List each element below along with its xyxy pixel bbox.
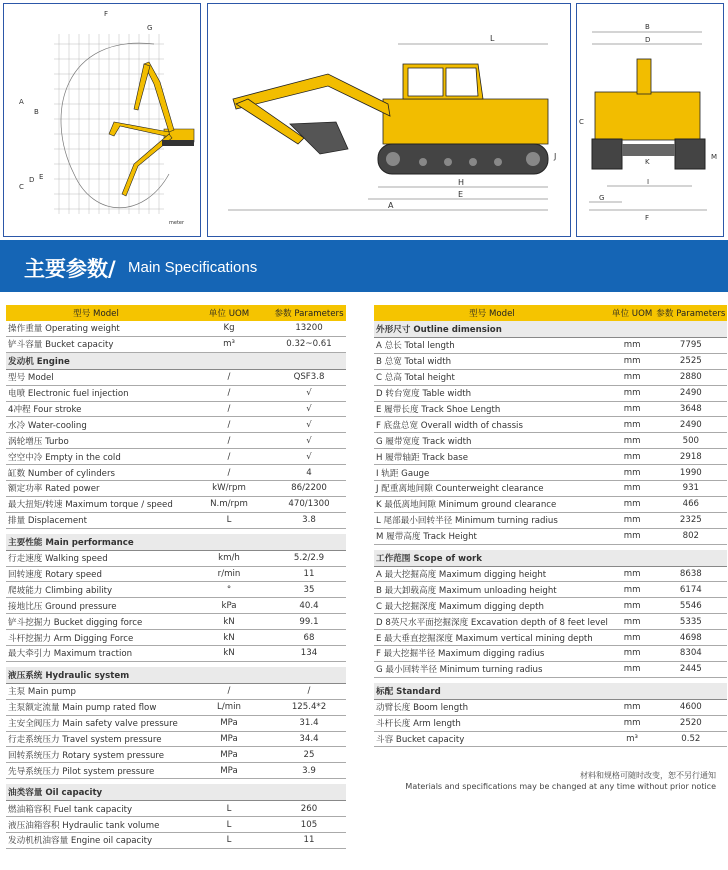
- spec-row: [6, 817, 346, 833]
- spec-label: 发动机机油容量 Engine oil capacity: [6, 833, 186, 849]
- spec-row: [6, 336, 346, 352]
- spec-row: [374, 598, 727, 614]
- spec-row: [374, 630, 727, 646]
- spec-value: 99.1: [272, 614, 346, 630]
- header-params: 参数 Parameters: [272, 305, 346, 321]
- spec-row: [6, 801, 346, 817]
- section-title: 发动机 Engine: [6, 352, 346, 369]
- spec-value: 3.9: [272, 763, 346, 779]
- side-e-label: E: [458, 190, 464, 199]
- spec-row: [374, 496, 727, 512]
- spec-label: 爬坡能力 Climbing ability: [6, 582, 186, 598]
- spec-unit: m³: [610, 731, 654, 747]
- spec-row: [374, 417, 727, 433]
- spec-row: [6, 646, 346, 662]
- spec-label: 额定功率 Rated power: [6, 481, 186, 497]
- spec-value: 25: [272, 747, 346, 763]
- spec-unit: mm: [610, 512, 654, 528]
- spec-row: [6, 598, 346, 614]
- spec-value: 931: [654, 481, 727, 497]
- spec-label: 动臂长度 Boom length: [374, 699, 610, 715]
- spec-label: M 履带高度 Track Height: [374, 528, 610, 544]
- spec-row: [374, 385, 727, 401]
- left-table-header: [6, 305, 346, 321]
- header-params: 参数 Parameters: [654, 305, 727, 321]
- spec-row: [374, 731, 727, 747]
- spec-value: √: [272, 417, 346, 433]
- spec-unit: mm: [610, 433, 654, 449]
- spec-unit: km/h: [186, 550, 272, 566]
- spec-unit: L: [186, 512, 272, 528]
- spec-row: [374, 699, 727, 715]
- spec-value: 4698: [654, 630, 727, 646]
- spec-label: L 尾部最小回转半径 Minimum turning radius: [374, 512, 610, 528]
- front-g-label: G: [599, 194, 605, 202]
- spec-label: E 最大垂直挖掘深度 Maximum vertical mining depth: [374, 630, 610, 646]
- spec-value: 4: [272, 465, 346, 481]
- spec-unit: mm: [610, 353, 654, 369]
- spec-unit: /: [186, 385, 272, 401]
- spec-row: [6, 715, 346, 731]
- banner-title-zh: 主要参数/: [24, 257, 116, 281]
- spec-value: 8638: [654, 566, 727, 582]
- section-header-row: [6, 534, 346, 551]
- spec-value: 466: [654, 496, 727, 512]
- spec-unit: mm: [610, 465, 654, 481]
- spec-label: 涡轮增压 Turbo: [6, 433, 186, 449]
- spec-value: 470/1300: [272, 496, 346, 512]
- spec-value: 2520: [654, 715, 727, 731]
- spec-value: 125.4*2: [272, 699, 346, 715]
- spec-value: 2445: [654, 661, 727, 677]
- spec-label: F 底盘总宽 Overall width of chassis: [374, 417, 610, 433]
- spec-unit: mm: [610, 661, 654, 677]
- spec-label: 操作重量 Operating weight: [6, 321, 186, 336]
- spec-unit: m³: [186, 336, 272, 352]
- spec-unit: /: [186, 369, 272, 385]
- section-title: 外形尺寸 Outline dimension: [374, 321, 727, 338]
- spec-row: [6, 465, 346, 481]
- spec-unit: mm: [610, 614, 654, 630]
- spec-unit: mm: [610, 481, 654, 497]
- spec-row: [6, 449, 346, 465]
- spec-row: [6, 550, 346, 566]
- spec-row: [374, 465, 727, 481]
- front-c-label: C: [579, 118, 584, 126]
- spec-value: √: [272, 449, 346, 465]
- spec-unit: kN: [186, 614, 272, 630]
- spec-unit: kN: [186, 630, 272, 646]
- section-title: 油类容量 Oil capacity: [6, 784, 346, 801]
- spec-row: [6, 614, 346, 630]
- front-d-label: D: [645, 36, 651, 44]
- spec-label: C 总高 Total height: [374, 369, 610, 385]
- spec-value: 802: [654, 528, 727, 544]
- spec-unit: /: [186, 683, 272, 699]
- section-header-row: [6, 784, 346, 801]
- spec-unit: MPa: [186, 731, 272, 747]
- spec-label: I 轨距 Gauge: [374, 465, 610, 481]
- section-header-row: [374, 321, 727, 338]
- dim-a-label: A: [19, 98, 24, 106]
- spec-row: [374, 582, 727, 598]
- spec-label: 行走系统压力 Travel system pressure: [6, 731, 186, 747]
- spec-label: D 8英尺水平面挖掘深度 Excavation depth of 8 feet level: [374, 614, 610, 630]
- spec-value: 6174: [654, 582, 727, 598]
- spec-unit: L/min: [186, 699, 272, 715]
- section-title: 主要性能 Main performance: [6, 534, 346, 551]
- spec-label: B 总宽 Total width: [374, 353, 610, 369]
- spec-row: [374, 401, 727, 417]
- spec-label: F 最大挖掘半径 Maximum digging radius: [374, 646, 610, 662]
- spec-value: √: [272, 433, 346, 449]
- spec-label: K 最低离地间隙 Minimum ground clearance: [374, 496, 610, 512]
- spec-unit: mm: [610, 369, 654, 385]
- spec-value: 40.4: [272, 598, 346, 614]
- spec-label: 型号 Model: [6, 369, 186, 385]
- spec-label: G 履带宽度 Track width: [374, 433, 610, 449]
- spec-value: 2490: [654, 417, 727, 433]
- spec-unit: L: [186, 801, 272, 817]
- spec-row: [6, 582, 346, 598]
- spec-value: 2525: [654, 353, 727, 369]
- spec-row: [374, 433, 727, 449]
- spec-row: [6, 481, 346, 497]
- section-title: 液压系统 Hydraulic system: [6, 667, 346, 684]
- spec-unit: mm: [610, 496, 654, 512]
- spec-value: 3648: [654, 401, 727, 417]
- spec-value: 34.4: [272, 731, 346, 747]
- spec-label: 最大扭矩/转速 Maximum torque / speed: [6, 496, 186, 512]
- spec-unit: mm: [610, 417, 654, 433]
- spec-label: 铲斗容量 Bucket capacity: [6, 336, 186, 352]
- spec-value: 4600: [654, 699, 727, 715]
- spec-value: 2490: [654, 385, 727, 401]
- dim-e-label: E: [39, 173, 44, 181]
- spec-row: [6, 630, 346, 646]
- spec-row: [374, 715, 727, 731]
- section-header-row: [374, 550, 727, 567]
- section-header-row: [6, 352, 346, 369]
- spec-label: 接地比压 Ground pressure: [6, 598, 186, 614]
- front-k-label: K: [645, 158, 650, 166]
- spec-unit: /: [186, 417, 272, 433]
- disclaimer-zh: 材料和规格可随时改变，恕不另行通知: [580, 771, 716, 780]
- header-model: 型号 Model: [6, 305, 186, 321]
- front-f-label: F: [645, 214, 650, 222]
- spec-label: G 最小回转半径 Minimum turning radius: [374, 661, 610, 677]
- spec-value: 500: [654, 433, 727, 449]
- spec-row: [6, 566, 346, 582]
- spec-row: [374, 566, 727, 582]
- spec-row: [6, 683, 346, 699]
- spec-value: 13200: [272, 321, 346, 336]
- spec-value: 5.2/2.9: [272, 550, 346, 566]
- spec-row: [6, 833, 346, 849]
- spec-row: [374, 646, 727, 662]
- spec-value: 86/2200: [272, 481, 346, 497]
- spec-label: A 总长 Total length: [374, 338, 610, 354]
- spec-row: [374, 338, 727, 354]
- spec-row: [6, 369, 346, 385]
- spec-unit: MPa: [186, 715, 272, 731]
- spec-value: √: [272, 385, 346, 401]
- spec-label: A 最大挖掘高度 Maximum digging height: [374, 566, 610, 582]
- spec-value: 2880: [654, 369, 727, 385]
- spec-value: 31.4: [272, 715, 346, 731]
- spec-value: /: [272, 683, 346, 699]
- spec-value: QSF3.8: [272, 369, 346, 385]
- spec-label: 液压油箱容积 Hydraulic tank volume: [6, 817, 186, 833]
- spec-value: 2918: [654, 449, 727, 465]
- side-view-drawing: [208, 4, 570, 236]
- front-b-label: B: [645, 23, 650, 31]
- spec-label: D 转台宽度 Table width: [374, 385, 610, 401]
- spec-value: 7795: [654, 338, 727, 354]
- spec-label: 排量 Displacement: [6, 512, 186, 528]
- spec-label: 铲斗挖掘力 Bucket digging force: [6, 614, 186, 630]
- spec-unit: mm: [610, 401, 654, 417]
- spec-unit: mm: [610, 646, 654, 662]
- spec-unit: mm: [610, 699, 654, 715]
- header-uom: 单位 UOM: [186, 305, 272, 321]
- side-h-label: H: [458, 178, 465, 187]
- spec-row: [374, 614, 727, 630]
- spec-label: 最大牵引力 Maximum traction: [6, 646, 186, 662]
- spec-unit: kN: [186, 646, 272, 662]
- spec-value: 5546: [654, 598, 727, 614]
- spec-row: [6, 747, 346, 763]
- spec-unit: /: [186, 465, 272, 481]
- spec-row: [6, 417, 346, 433]
- spec-value: 260: [272, 801, 346, 817]
- spec-unit: °: [186, 582, 272, 598]
- spec-label: 水冷 Water-cooling: [6, 417, 186, 433]
- spec-row: [374, 369, 727, 385]
- spec-row: [6, 321, 346, 336]
- spec-label: C 最大挖掘深度 Maximum digging depth: [374, 598, 610, 614]
- spec-row: [374, 512, 727, 528]
- header-uom: 单位 UOM: [610, 305, 654, 321]
- section-title: 标配 Standard: [374, 683, 727, 700]
- spec-row: [6, 699, 346, 715]
- spec-label: 主泵 Main pump: [6, 683, 186, 699]
- right-spec-table: [374, 305, 727, 747]
- spec-unit: mm: [610, 449, 654, 465]
- side-view-diagram: [207, 3, 571, 237]
- meter-label: meter: [169, 220, 185, 226]
- section-title: 工作范围 Scope of work: [374, 550, 727, 567]
- spec-label: B 最大卸载高度 Maximum unloading height: [374, 582, 610, 598]
- spec-unit: N.m/rpm: [186, 496, 272, 512]
- dim-g-label: G: [147, 24, 153, 32]
- dim-d-label: D: [29, 176, 35, 184]
- spec-unit: r/min: [186, 566, 272, 582]
- spec-unit: mm: [610, 630, 654, 646]
- spec-unit: Kg: [186, 321, 272, 336]
- spec-label: 空空中冷 Empty in the cold: [6, 449, 186, 465]
- spec-row: [374, 481, 727, 497]
- spec-value: 5335: [654, 614, 727, 630]
- spec-unit: mm: [610, 338, 654, 354]
- spec-value: 105: [272, 817, 346, 833]
- spec-value: 2325: [654, 512, 727, 528]
- front-view-drawing: [577, 4, 723, 236]
- section-header-row: [374, 683, 727, 700]
- spec-value: 35: [272, 582, 346, 598]
- spec-row: [6, 401, 346, 417]
- dim-c-label: C: [19, 183, 24, 191]
- spec-label: 斗杆挖掘力 Arm Digging Force: [6, 630, 186, 646]
- front-view-diagram: [576, 3, 724, 237]
- spec-label: H 履带轴距 Track base: [374, 449, 610, 465]
- spec-label: 燃油箱容积 Fuel tank capacity: [6, 801, 186, 817]
- spec-row: [374, 528, 727, 544]
- spec-unit: /: [186, 401, 272, 417]
- spec-value: 8304: [654, 646, 727, 662]
- spec-unit: kW/rpm: [186, 481, 272, 497]
- disclaimer-en: Materials and specifications may be changed at any time without prior notice: [405, 782, 716, 791]
- dim-f-label: F: [104, 10, 109, 18]
- spec-label: 回转系统压力 Rotary system pressure: [6, 747, 186, 763]
- spec-label: E 履带长度 Track Shoe Length: [374, 401, 610, 417]
- spec-row: [6, 496, 346, 512]
- spec-unit: MPa: [186, 763, 272, 779]
- spec-label: 电喷 Electronic fuel injection: [6, 385, 186, 401]
- spec-unit: mm: [610, 598, 654, 614]
- spec-value: 1990: [654, 465, 727, 481]
- front-m-label: M: [711, 153, 718, 161]
- spec-row: [6, 763, 346, 779]
- section-header-row: [6, 667, 346, 684]
- section-banner: [0, 240, 728, 292]
- spec-label: 斗容 Bucket capacity: [374, 731, 610, 747]
- spec-label: J 配重离地间隙 Counterweight clearance: [374, 481, 610, 497]
- spec-unit: mm: [610, 528, 654, 544]
- dim-b-label: B: [34, 108, 39, 116]
- working-range-drawing: [4, 4, 200, 236]
- spec-label: 斗杆长度 Arm length: [374, 715, 610, 731]
- side-l-label: L: [490, 34, 495, 43]
- header-model: 型号 Model: [374, 305, 610, 321]
- spec-unit: kPa: [186, 598, 272, 614]
- spec-unit: /: [186, 449, 272, 465]
- spec-row: [6, 385, 346, 401]
- spec-value: 0.32~0.61: [272, 336, 346, 352]
- right-table-header: [374, 305, 727, 321]
- spec-unit: MPa: [186, 747, 272, 763]
- spec-value: 11: [272, 833, 346, 849]
- spec-row: [6, 433, 346, 449]
- spec-row: [6, 512, 346, 528]
- spec-value: 134: [272, 646, 346, 662]
- spec-row: [374, 661, 727, 677]
- spec-label: 回转速度 Rotary speed: [6, 566, 186, 582]
- spec-value: 68: [272, 630, 346, 646]
- spec-value: 3.8: [272, 512, 346, 528]
- side-a-label: A: [388, 201, 394, 210]
- spec-unit: L: [186, 817, 272, 833]
- left-spec-table: [6, 305, 346, 849]
- spec-unit: mm: [610, 566, 654, 582]
- spec-value: √: [272, 401, 346, 417]
- spec-label: 主安全阀压力 Main safety valve pressure: [6, 715, 186, 731]
- spec-unit: mm: [610, 385, 654, 401]
- spec-unit: mm: [610, 582, 654, 598]
- front-i-label: I: [647, 178, 650, 186]
- working-range-diagram: [3, 3, 201, 237]
- spec-value: 11: [272, 566, 346, 582]
- spec-unit: L: [186, 833, 272, 849]
- spec-label: 行走速度 Walking speed: [6, 550, 186, 566]
- spec-unit: /: [186, 433, 272, 449]
- spec-value: 0.52: [654, 731, 727, 747]
- side-j-label: J: [554, 152, 557, 161]
- spec-label: 先导系统压力 Pilot system pressure: [6, 763, 186, 779]
- spec-label: 缸数 Number of cylinders: [6, 465, 186, 481]
- spec-row: [374, 449, 727, 465]
- spec-label: 4冲程 Four stroke: [6, 401, 186, 417]
- spec-label: 主泵额定流量 Main pump rated flow: [6, 699, 186, 715]
- spec-unit: mm: [610, 715, 654, 731]
- banner-title-en: Main Specifications: [128, 259, 258, 276]
- spec-row: [6, 731, 346, 747]
- spec-row: [374, 353, 727, 369]
